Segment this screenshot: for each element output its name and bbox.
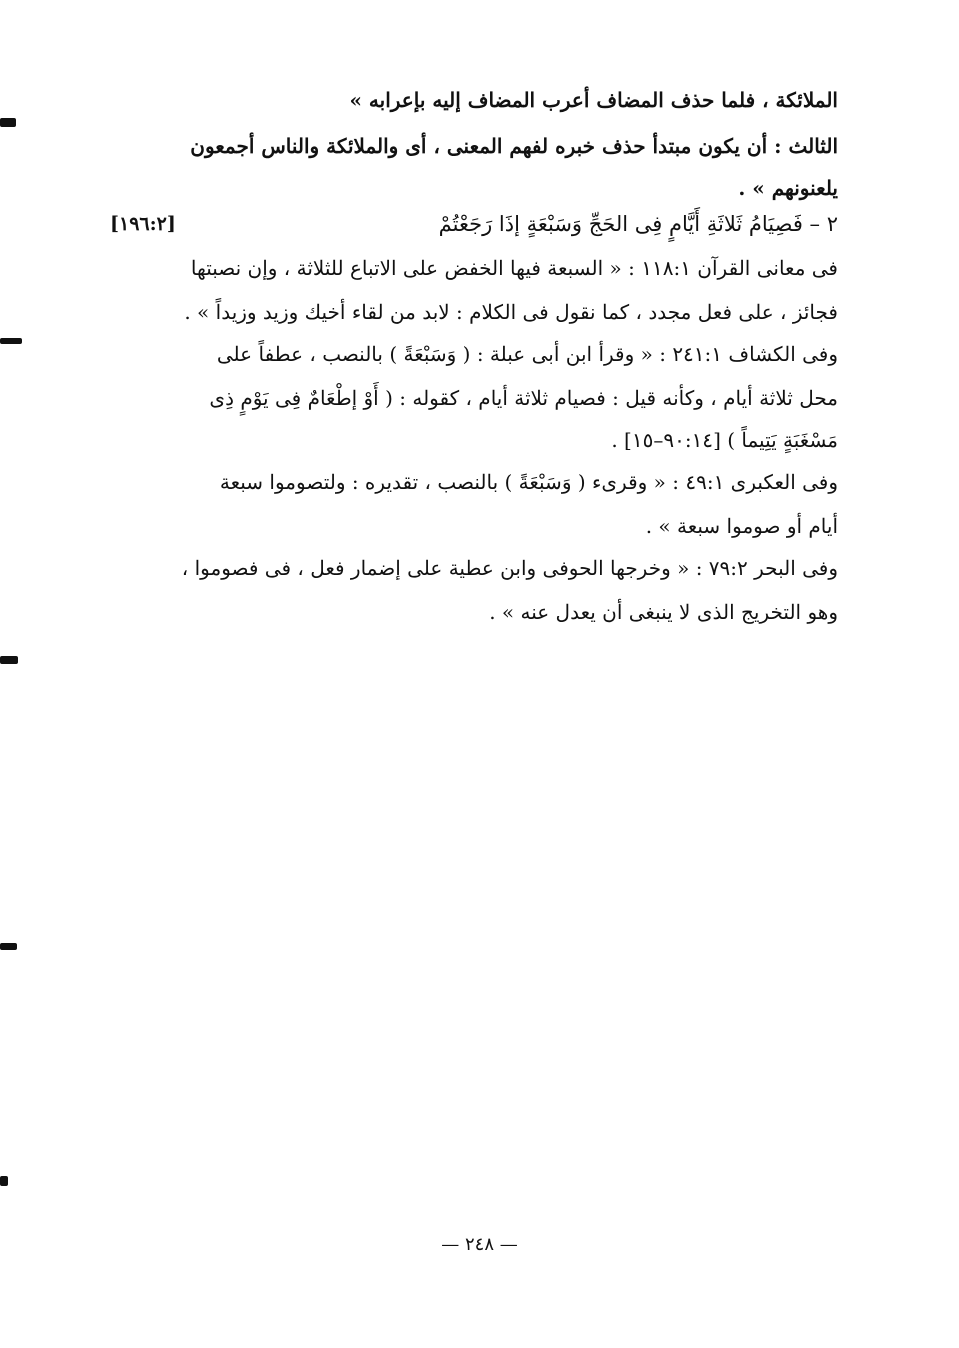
page-number: — ٢٤٨ — <box>441 1234 518 1255</box>
paragraph-line: وهو التخريج الذى لا ينبغى أن يعدل عنه » . <box>489 600 838 624</box>
scan-mark <box>0 656 18 664</box>
text-body <box>110 76 838 636</box>
paragraph-line: وفى الكشاف ٢٤١:١ : « وقرأ ابن أبى عبلة : ( وَسَبْعَةً ) بالنصب ، عطفاً على <box>216 342 838 366</box>
paragraph-line: الثالث : أن يكون مبتدأ حذف خبره لفهم المعنى ، أى والملائكة والناس أجمعون <box>190 134 838 158</box>
paragraph-line: وفى البحر ٧٩:٢ : « وخرجها الحوفى وابن عطية على إضمار فعل ، فى فصوموا ، <box>181 556 838 580</box>
paragraph-line: أيام أو صوموا سبعة » . <box>645 514 838 538</box>
verse-line: ٢ – فَصِيَامُ ثَلاثَةِ أَيَّامٍ فِى الحَجِّ وَسَبْعَةٍ إذَا رَجَعْتُمْ <box>438 212 838 236</box>
paragraph-line: وفى العكبرى ٤٩:١ : « وقرىء ( وَسَبْعَةً ) بالنصب ، تقديره : ولتصوموا سبعة <box>219 470 838 494</box>
verse-reference: [١٩٦:٢] <box>110 213 176 235</box>
scan-mark <box>0 1176 8 1186</box>
paragraph-line: مَسْغَبَةٍ يَتِيماً ) [٩٠:١٤–١٥] . <box>611 428 838 452</box>
paragraph-line: محل ثلاثة أيام ، وكأنه قيل : فصيام ثلاثة أيام ، كقوله : ( أَوْ إطْعَامٌ فِى يَوْمٍ ذِى <box>209 386 838 410</box>
scan-mark <box>0 118 16 127</box>
paragraph-line: يلعنونهم » . <box>738 176 838 200</box>
paragraph-line: الملائكة ، فلما حذف المضاف أعرب المضاف إليه بإعرابه » <box>349 88 838 112</box>
scan-mark <box>0 943 17 950</box>
paragraph-line: فى معانى القرآن ١١٨:١ : « السبعة فيها الخفض على الاتباع للثلاثة ، وإن نصبتها <box>190 256 838 280</box>
scan-mark <box>0 338 22 344</box>
paragraph-line: فجائز ، على فعل مجدد ، كما نقول فى الكلام : لابد من لقاء أخيك وزيد وزيداً » . <box>184 300 838 324</box>
